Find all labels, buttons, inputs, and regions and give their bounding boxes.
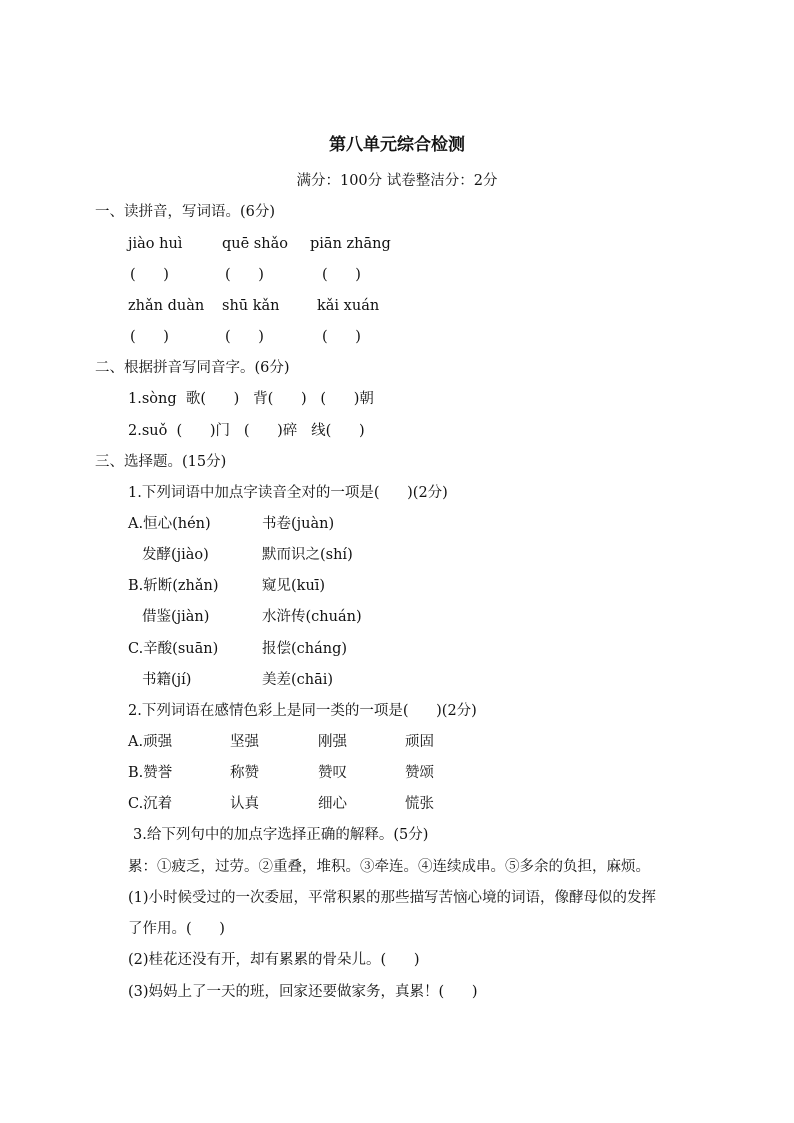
question-3: 3.给下列句中的加点字选择正确的解释。(5分) bbox=[133, 827, 429, 843]
homophone-line-1: 1.sòng 歌( ) 背( ) ( )朝 bbox=[128, 391, 374, 407]
q2-word: 称赞 bbox=[230, 765, 259, 781]
q1-option-c4: 美差(chāi) bbox=[262, 672, 334, 688]
answer-blank[interactable]: ( ) bbox=[225, 267, 264, 283]
pinyin-kaixuan: kǎi xuán bbox=[317, 298, 380, 314]
pinyin-jiaohui: jiào huì bbox=[128, 236, 183, 252]
q1-option-b2: 窥见(kuī) bbox=[262, 578, 326, 594]
q1-option-c2: 报偿(cháng) bbox=[262, 641, 348, 657]
q2-word: 细心 bbox=[318, 796, 347, 812]
q1-option-b1: B.斩断(zhǎn) bbox=[128, 578, 219, 594]
question-2: 2.下列词语在感情色彩上是同一类的一项是( )(2分) bbox=[128, 703, 477, 719]
page-title: 第八单元综合检测 bbox=[329, 135, 465, 155]
q2-word: 刚强 bbox=[318, 734, 347, 750]
answer-blank[interactable]: ( ) bbox=[225, 329, 264, 345]
q3-sentence-2: (2)桂花还没有开，却有累累的骨朵儿。( ) bbox=[128, 952, 420, 968]
q1-option-c1: C.辛酸(suān) bbox=[128, 641, 219, 657]
section2-heading: 二、根据拼音写同音字。(6分) bbox=[95, 360, 290, 376]
homophone-line-2: 2.suǒ ( )门 ( )碎 线( ) bbox=[128, 423, 365, 439]
q3-definitions: 累：①疲乏，过劳。②重叠，堆积。③牵连。④连续成串。⑤多余的负担，麻烦。 bbox=[128, 859, 650, 875]
q2-option-c: C.沉着 bbox=[128, 796, 173, 812]
q1-option-a2: 书卷(juàn) bbox=[262, 516, 335, 532]
score-info: 满分：100分 试卷整洁分：2分 bbox=[296, 173, 498, 189]
q1-option-a1: A.恒心(hén) bbox=[128, 516, 211, 532]
q2-option-b: B.赞誉 bbox=[128, 765, 173, 781]
q1-option-a4: 默而识之(shí) bbox=[262, 547, 353, 563]
q2-word: 认真 bbox=[230, 796, 259, 812]
answer-blank[interactable]: ( ) bbox=[130, 329, 169, 345]
pinyin-zhanduan: zhǎn duàn bbox=[128, 298, 205, 314]
q1-option-c3: 书籍(jí) bbox=[142, 672, 192, 688]
q2-word: 坚强 bbox=[230, 734, 259, 750]
q2-word: 慌张 bbox=[405, 796, 434, 812]
answer-blank[interactable]: ( ) bbox=[322, 329, 361, 345]
q1-option-a3: 发酵(jiào) bbox=[142, 547, 209, 563]
q1-option-b4: 水浒传(chuán) bbox=[262, 609, 362, 625]
question-1: 1.下列词语中加点字读音全对的一项是( )(2分) bbox=[128, 485, 448, 501]
q2-option-a: A.顽强 bbox=[128, 734, 173, 750]
q2-word: 赞颂 bbox=[405, 765, 434, 781]
section1-heading: 一、读拼音，写词语。(6分) bbox=[95, 204, 276, 220]
answer-blank[interactable]: ( ) bbox=[130, 267, 169, 283]
q3-sentence-1-cont: 了作用。( ) bbox=[128, 921, 225, 937]
answer-blank[interactable]: ( ) bbox=[322, 267, 361, 283]
q2-word: 赞叹 bbox=[318, 765, 347, 781]
q3-sentence-1: (1)小时候受过的一次委屈，平常积累的那些描写苦恼心境的词语，像酵母似的发挥 bbox=[128, 890, 657, 906]
q3-sentence-3: (3)妈妈上了一天的班，回家还要做家务，真累！( ) bbox=[128, 984, 478, 1000]
section3-heading: 三、选择题。(15分) bbox=[95, 454, 227, 470]
pinyin-pianzhang: piān zhāng bbox=[310, 236, 391, 252]
pinyin-shukan: shū kǎn bbox=[222, 298, 280, 314]
q2-word: 顽固 bbox=[405, 734, 434, 750]
q1-option-b3: 借鉴(jiàn) bbox=[142, 609, 210, 625]
pinyin-queshao: quē shǎo bbox=[222, 236, 288, 252]
